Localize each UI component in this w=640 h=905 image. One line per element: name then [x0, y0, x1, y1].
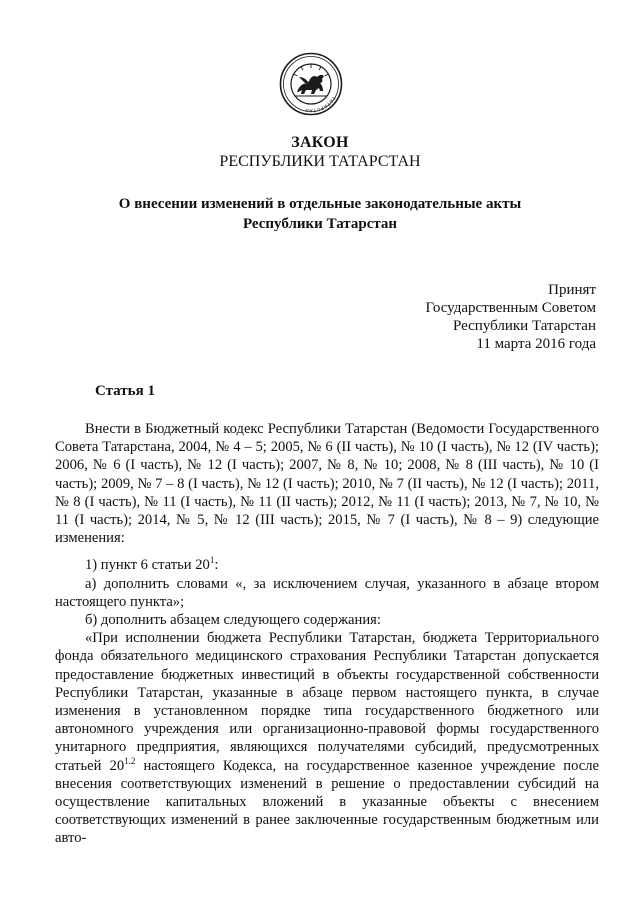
law-title: ЗАКОН — [291, 134, 349, 151]
quote-text-part-1: «При исполнении бюджета Республики Татарстан, бюджета Территориального фонда обязательного медицинского страхования Республики Татарстан допускается предоставление бюджетных инвестиций в объекты государственной собственности Республики Татарстан, указанные в абзаце первом настоящего пункта, в случае изменения в установленном порядке типа государственного бюджетного или автономного учреждения или организационно-правовой формы государственного унитарного предприятия, являющихся получателями субсидий, предусмотренных статьей 20 — [55, 630, 599, 774]
quote-paragraph — [55, 629, 599, 847]
item-a-paragraph: а) дополнить словами «, за исключением случая, указанного в абзаце втором настоящего пункта»; — [55, 575, 599, 610]
law-title-republic: РЕСПУБЛИКИ ТАТАРСТАН — [219, 153, 421, 170]
law-subtitle — [0, 194, 640, 234]
coat-of-arms-emblem — [279, 52, 343, 116]
subtitle-line-2: Республики Татарстан — [242, 216, 398, 232]
adopted-date: 11 марта 2016 года — [476, 336, 596, 352]
adopted-line-3: Республики Татарстан — [452, 318, 596, 334]
adoption-block — [426, 281, 597, 353]
item-1-text: 1) пункт 6 статьи 20 — [85, 557, 210, 574]
article-intro-paragraph: Внести в Бюджетный кодекс Республики Татарстан (Ведомости Государственного Совета Татарстана, 2004, № 4 – 5; 2005, № 6 (II часть), № 10 (I часть), № 12 (IV часть); 2006, № 6 (I часть), № 12 (I часть); 2007, № 8, № 10; 2008, № 8 (III часть), № 10 (I часть); 2009, № 7 – 8 (I часть), № 12 (I часть); 2010, № 7 (II часть), № 12 (I часть); 2011, № 8 (I часть), № 11 (I часть), № 11 (II часть); 2012, № 11 (I часть); 2013, № 7, № 10, № 11 (I часть); 2014, № 5, № 12 (III часть); 2015, № 7 (I часть), № 8 – 9) следующие изменения: — [55, 421, 599, 547]
tatarstan-coat-of-arms-icon — [279, 52, 343, 116]
item-1-end: : — [214, 557, 219, 574]
item-b-paragraph: б) дополнить абзацем следующего содержания: — [85, 612, 381, 629]
article-body — [55, 420, 599, 848]
quote-text-part-2: настоящего Кодекса, на государственное казенное учреждение после внесения соответствующих изменений в решение о предоставлении субсидий на осуществление капитальных вложений в указанные объекты с внесением соответствующих изменений в ранее заключенные государственным бюджетным или авто- — [55, 757, 599, 847]
item-1-paragraph — [55, 556, 599, 574]
adopted-line-2: Государственным Советом — [425, 300, 596, 316]
emblem-ring-text: ТАТАРСТАН — [304, 94, 336, 113]
adopted-line-1: Принят — [548, 282, 596, 298]
item-1-superscript: 1 — [209, 555, 215, 566]
quote-superscript: 1.2 — [124, 755, 136, 766]
article-heading: Статья 1 — [95, 383, 155, 399]
subtitle-line-1: О внесении изменений в отдельные законодательные акты — [118, 196, 522, 212]
